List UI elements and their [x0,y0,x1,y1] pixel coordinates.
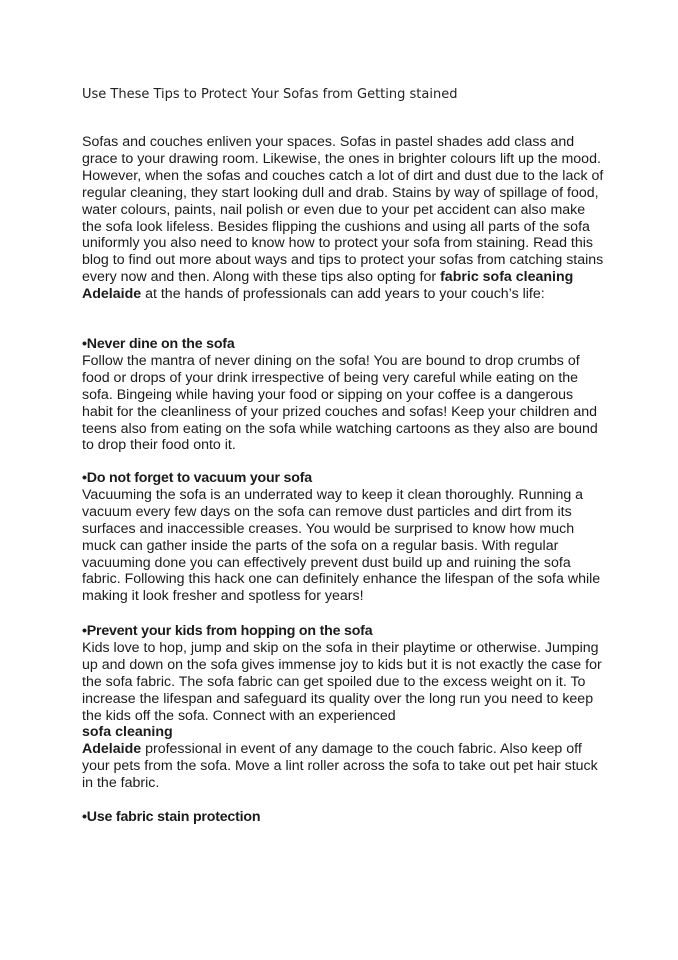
section-never-dine [82,336,604,454]
section-heading: •Prevent your kids from hopping on the sofa [82,623,373,639]
section-vacuum [82,470,604,605]
section-keyword-line2: Adelaide [82,741,142,758]
intro-keyword: fabric sofa cleaning Adelaide [82,269,574,303]
section-body-continued: professional in event of any damage to the couch fabric. Also keep off your pets from the sofa. Move a lint roller across the sofa to take out pet hair stuck in the fabric. [82,741,598,792]
section-body: Vacuuming the sofa is an underrated way to keep it clean thoroughly. Running a vacuum every few days on the sofa can remove dust particles and dirt from its surfaces and inaccessible creases. You would be surprised to know how much muck can gather inside the parts of the sofa on a regular basis. With regular vacuuming done you can effectively prevent dust build up and ruining the sofa fabric. Following this hack one can definitely enhance the lifespan of the sofa while making it look fresher and spotless for years! [82,486,601,605]
section-body: Kids love to hop, jump and skip on the sofa in their playtime or otherwise. Jumping up and down on the sofa gives immense joy to kids but it is not exactly the case for the sofa fabric. The sofa fabric can get spoiled due to the excess weight on it. To increase the lifespan and safeguard its quality over the long run you need to keep the kids off the sofa. Connect with an experienced [82,639,602,724]
section-heading: •Never dine on the sofa [82,336,235,352]
section-stain-protection [82,809,604,826]
section-heading: •Use fabric stain protection [82,809,261,825]
intro-paragraph [82,134,604,303]
section-heading: •Do not forget to vacuum your sofa [82,470,312,486]
intro-text: Sofas and couches enliven your spaces. Sofas in pastel shades add class and grace to your drawing room. Likewise, the ones in brighter colours lift up the mood. However, when the sofas and couches catch a lot of dirt and dust due to the lack of regular cleaning, they start looking dull and drab. Stains by way of spillage of food, water colours, paints, nail polish or even due to your pet accident can also make the sofa look lifeless. Besides flipping the cushions and using all parts of the sofa uniformly you also need to know how to protect your sofa from staining. Read this blog to find out more about ways and tips to protect your sofas from catching stains every now and then. Along with these tips also opting for [82,134,604,286]
section-kids [82,623,604,792]
intro-text-end: at the hands of professionals can add years to your couch’s life: [145,286,545,303]
section-keyword-line1: sofa cleaning [82,724,173,741]
document-title: Use These Tips to Protect Your Sofas from Getting stained [82,87,458,102]
section-body: Follow the mantra of never dining on the sofa! You are bound to drop crumbs of food or drops of your drink irrespective of being very careful while eating on the sofa. Bingeing while having your food or sipping on your coffee is a dangerous habit for the cleanliness of your prized couches and sofas! Keep your children and teens also from eating on the sofa while watching cartoons as they also are bound to drop their food onto it. [82,352,598,454]
